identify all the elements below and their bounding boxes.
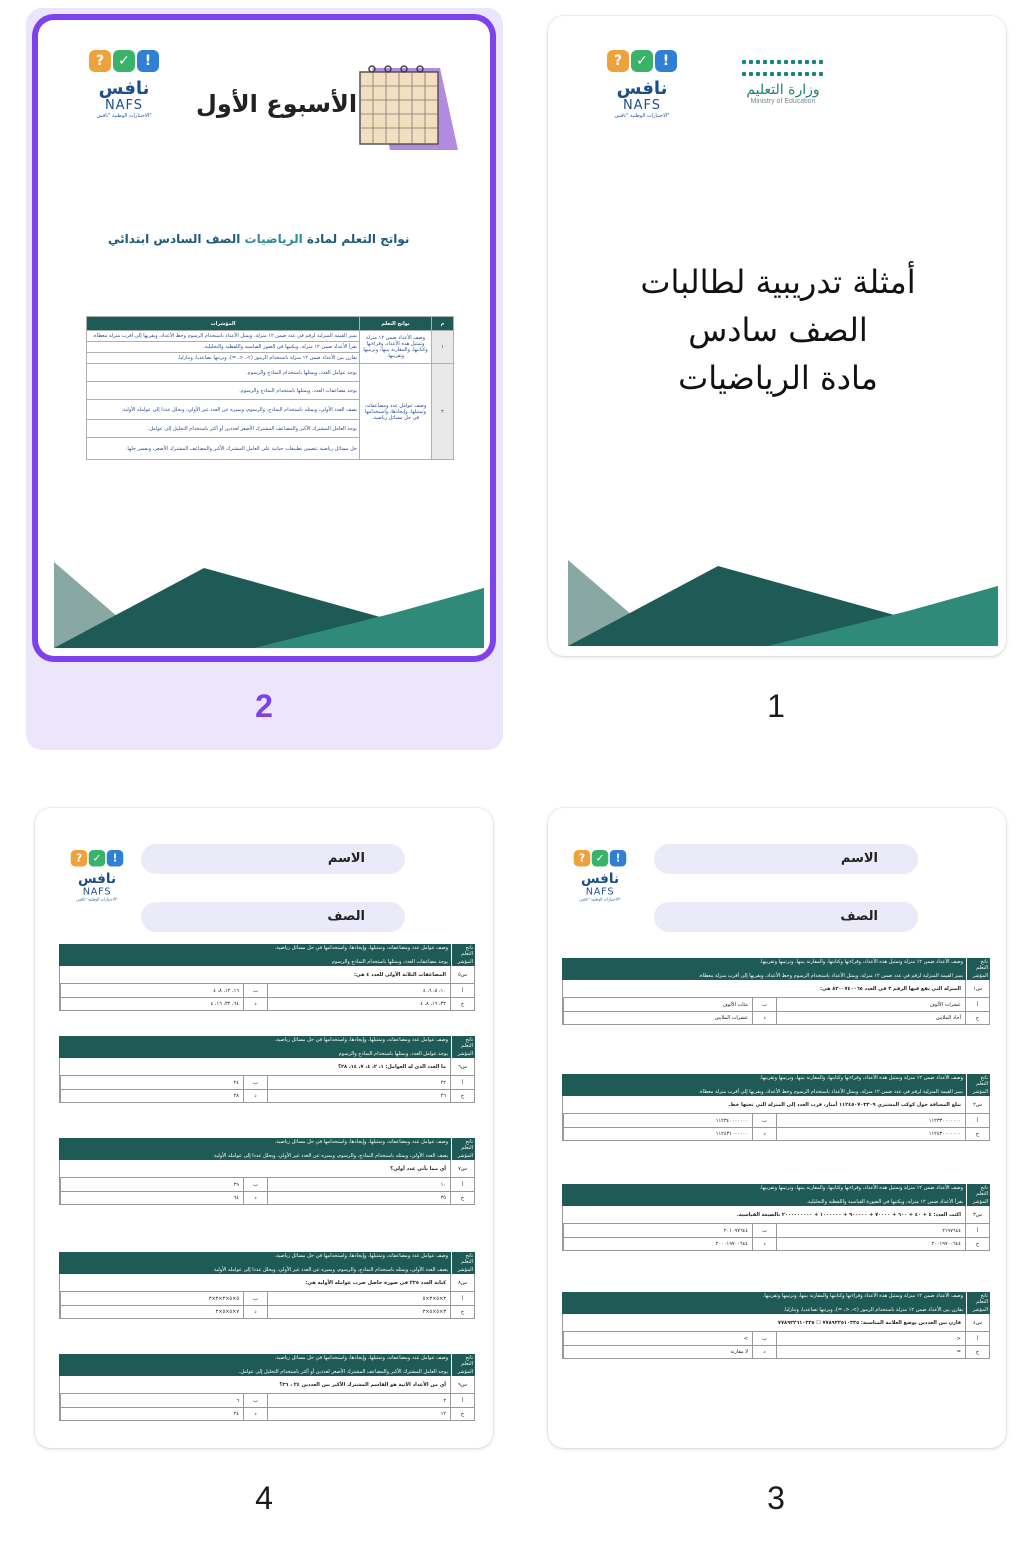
option-letter: د xyxy=(752,1345,776,1358)
question-block xyxy=(562,958,990,1025)
option-letter: ج xyxy=(450,1089,474,1102)
page-thumbnail-1[interactable] xyxy=(548,16,1006,656)
page-thumbnail-2[interactable] xyxy=(38,20,490,656)
question-block xyxy=(59,944,475,1011)
answer-options xyxy=(59,1076,475,1103)
answer-option[interactable]: ٢٩ xyxy=(60,1178,243,1191)
question-block xyxy=(59,1252,475,1319)
indicator-label: المؤشر xyxy=(966,1088,990,1096)
question-row xyxy=(562,1206,990,1224)
answer-option[interactable]: ٢٤ xyxy=(60,1076,243,1089)
answer-options xyxy=(59,1178,475,1205)
answer-option[interactable]: ٦٤ xyxy=(60,1191,243,1204)
answer-option[interactable]: ٣٢، ١٦، ٨، ٤ xyxy=(267,997,450,1010)
option-letter: ج xyxy=(965,1345,989,1358)
answer-option[interactable]: ٥×٥×٣×٣×٣ xyxy=(60,1292,243,1305)
question-indicator-row xyxy=(562,972,990,980)
option-letter: ب xyxy=(752,998,776,1011)
question-indicator-row xyxy=(562,1198,990,1206)
table-row: يوجد العامل المشترك الأكبر والمضاعف المشترك الأصغر لعددين أو أكثر باستخدام التحليل إلى عوامل. xyxy=(87,420,454,438)
question-text: أي من الأعداد الآتية هو القاسم المشترك الأكبر بين العددين ٢٤ ، ٣٦؟ xyxy=(279,1381,446,1388)
answer-option[interactable]: عشرات الألوف xyxy=(776,998,965,1011)
question-outcome-row xyxy=(59,1354,475,1368)
answer-options xyxy=(562,1114,990,1141)
indicator-label: المؤشر xyxy=(966,972,990,980)
option-letter: أ xyxy=(965,1224,989,1237)
indicator-text: يوجد مضاعفات العدد، ويمثلها باستخدام النماذج والرسوم xyxy=(331,959,448,965)
question-text: أي مما يأتي عدد أولي؟ xyxy=(390,1165,446,1172)
option-letter: أ xyxy=(450,1394,474,1407)
option-letter: ج xyxy=(450,997,474,1010)
answer-option[interactable]: ٢٨ xyxy=(60,1089,243,1102)
indicator-label: المؤشر xyxy=(451,1050,475,1058)
indicator-label: المؤشر xyxy=(451,1266,475,1274)
student-name-field[interactable]: الاسم xyxy=(654,844,918,874)
option-letter: ب xyxy=(243,1076,267,1089)
answer-option[interactable]: ٢٠٠٠١٩٧٠٠٦٤٤ xyxy=(563,1237,752,1250)
question-row xyxy=(59,966,475,984)
page-thumbnail-3[interactable] xyxy=(548,808,1006,1448)
indicator-label: المؤشر xyxy=(451,1368,475,1376)
question-row xyxy=(59,1160,475,1178)
question-indicator-row xyxy=(59,1050,475,1058)
option-letter: ب xyxy=(752,1114,776,1127)
option-letter: د xyxy=(752,1237,776,1250)
question-block xyxy=(59,1138,475,1205)
cover-title-line: الصف سادس xyxy=(688,311,868,349)
option-letter: د xyxy=(243,1191,267,1204)
option-letter: ب xyxy=(243,1394,267,1407)
answer-options xyxy=(562,1332,990,1359)
question-outcome-row xyxy=(59,1138,475,1152)
table-header: م xyxy=(432,317,454,331)
question-number: س٣ xyxy=(965,1206,989,1223)
answer-option[interactable]: ٢٦ xyxy=(267,1089,450,1102)
answer-option[interactable]: ٢٢ xyxy=(267,1076,450,1089)
answer-option[interactable]: = xyxy=(776,1345,965,1358)
option-letter: ج xyxy=(965,1127,989,1140)
answer-option[interactable]: ١٦، ١٢، ٨، ٤ xyxy=(60,984,243,997)
outcome-text: وصف الأعداد ضمن ١٢ منزلة وتمثيل هذه الأعداد، وقراءتها وكتابتها، والمقارنة بينها، وترتيبها وتقريبها. xyxy=(759,1075,963,1081)
option-letter: ب xyxy=(752,1224,776,1237)
question-indicator-row xyxy=(59,1368,475,1376)
question-indicator-row xyxy=(562,1088,990,1096)
question-block xyxy=(562,1074,990,1141)
indicator-text: يوجد عوامل العدد، ويمثلها باستخدام النماذج والرسوم xyxy=(338,1051,448,1057)
table-header: نواتج التعلم xyxy=(360,317,432,331)
question-outcome-row xyxy=(59,1036,475,1050)
question-outcome-row xyxy=(562,1184,990,1198)
indicator-text: يصف العدد الأولي، ويمثله باستخدام النماذج، والرسوم، ويميزه عن العدد غير الأولي، ويحلل عددا إلى عوامله الأولية xyxy=(214,1153,448,1159)
question-block xyxy=(562,1184,990,1251)
nafs-logo: ? ✓ ! نافس NAFS الاختبارات الوطنية "نافس" xyxy=(602,50,682,142)
question-text: ما العدد الذي له العوامل: ١، ٢، ٤، ٧، ١٤، ٢٨؟ xyxy=(338,1063,446,1070)
table-row: ٢ وصف عوامل عدد ومضاعفاته، وتمثيلها، وإيجادها، واستخدامها في حل مسائل رياضية. يوجد عوامل العدد، ويمثلها باستخدام النماذج والرسوم. xyxy=(87,364,454,382)
question-indicator-row xyxy=(59,1266,475,1274)
question-number: س٥ xyxy=(450,966,474,983)
indicator-text: يصف العدد الأولي، ويمثله باستخدام النماذج، والرسوم، ويميزه عن العدد غير الأولي، ويحلل عددا إلى عوامله الأولية xyxy=(214,1267,448,1273)
answer-option[interactable]: ٦٤، ٣٢، ١٦، ٤ xyxy=(60,997,243,1010)
indicator-text: يميز القيمة المنزلية لرقم في عدد ضمن ١٢ منزلة، ويمثل الأعداد باستخدام الرسوم وخط الأعداد، ويقربها إلى أقرب منزلة معطاة. xyxy=(698,973,963,979)
indicator-label: المؤشر xyxy=(451,958,475,966)
answer-option[interactable]: ١٢ xyxy=(267,1407,450,1420)
indicator-label: المؤشر xyxy=(966,1198,990,1206)
question-number: س٢ xyxy=(965,1096,989,1113)
option-letter: أ xyxy=(450,984,474,997)
outcome-text: وصف الأعداد ضمن ١٢ منزلة وتمثيل هذه الأعداد وقراءتها وكتابتها والمقارنة بينها، وترتيبها وتقريبها. xyxy=(762,1293,963,1299)
question-row xyxy=(59,1376,475,1394)
question-outcome-row xyxy=(59,944,475,958)
answer-option[interactable]: ٧×٥×٥×٣ xyxy=(60,1305,243,1318)
student-class-field[interactable]: الصف xyxy=(654,902,918,932)
answer-option[interactable]: ١٠، ٨، ٦، ٤ xyxy=(267,984,450,997)
question-text: اكتب العدد: ٤ + ٤٠ + ٦٠٠ + ٧٠٠٠٠ + ٩٠٠٠٠٠ + ١٠٠٠٠٠٠ + ٢٠٠٠٠٠٠٠٠٠ بالصيغة القياسية. xyxy=(736,1211,961,1218)
outcome-text: وصف الأعداد ضمن ١٢ منزلة وتمثيل هذه الأعداد، وقراءتها وكتابتها، والمقارنة بينها، وترتيبها وتقريبها. xyxy=(759,959,963,965)
outcome-text: وصف الأعداد ضمن ١٢ منزلة وتمثيل هذه الأعداد، وقراءتها وكتابتها، والمقارنة بينها، وترتيبها وتقريبها. xyxy=(759,1185,963,1191)
question-outcome-row xyxy=(562,1074,990,1088)
option-letter: د xyxy=(243,997,267,1010)
cover-title-line: مادة الرياضيات xyxy=(678,359,878,397)
page-number-1[interactable]: 1 xyxy=(767,688,785,724)
cover-title xyxy=(578,258,978,402)
outcome-label: ناتج التعلم xyxy=(451,1138,475,1152)
indicator-text: يميز القيمة المنزلية لرقم في عدد ضمن ١٢ منزلة، ويمثل الأعداد باستخدام الرسوم وخط الأعداد، ويقربها إلى أقرب منزلة معطاة. xyxy=(698,1089,963,1095)
option-letter: د xyxy=(243,1305,267,1318)
answer-option[interactable]: ٦ xyxy=(60,1394,243,1407)
question-text: المنزلة التي يقع فيها الرقم ٣ في العدد ٨٣٠٠٧٤٠٠٦٥ هي: xyxy=(820,985,961,992)
answer-option[interactable]: لا مقارنة xyxy=(563,1345,752,1358)
question-indicator-row xyxy=(59,958,475,966)
option-letter: أ xyxy=(965,1114,989,1127)
nafs-logo: ? ✓ ! نافس NAFS الاختبارات الوطنية "نافس" xyxy=(84,50,164,142)
question-text: كتابة العدد ٢٢٥ في صورة حاصل ضرب عوامله الأولية هي: xyxy=(305,1279,446,1286)
week-title: الأسبوع الأول xyxy=(196,90,358,118)
answer-option[interactable]: ٢٠٠١٩٧٠٠٦٤٤ xyxy=(776,1237,965,1250)
answer-option[interactable]: ٢ xyxy=(267,1394,450,1407)
answer-option[interactable]: ٣٥ xyxy=(267,1191,450,1204)
answer-option[interactable]: > xyxy=(563,1332,752,1345)
question-outcome-row xyxy=(562,958,990,972)
nafs-logo: ? ✓ ! نافس NAFS الاختبارات الوطنية "نافس" xyxy=(67,850,127,919)
question-indicator-row xyxy=(59,1152,475,1160)
question-number: س٦ xyxy=(450,1058,474,1075)
answer-option[interactable]: ١١٢٤٣١٠٠٠٠٠٠ xyxy=(563,1127,752,1140)
question-block xyxy=(562,1292,990,1359)
answer-option[interactable]: ١١٢٣٣٠٠٠٠٠٠٠ xyxy=(776,1114,965,1127)
question-number: س١ xyxy=(965,980,989,997)
question-block xyxy=(59,1354,475,1421)
question-row xyxy=(59,1274,475,1292)
option-letter: ج xyxy=(450,1305,474,1318)
option-letter: د xyxy=(752,1011,776,1024)
cover-wave-decoration xyxy=(54,558,484,648)
answer-option[interactable]: ٣×٥×٣×٥ xyxy=(267,1292,450,1305)
outcome-label: ناتج التعلم xyxy=(966,958,990,972)
outcome-text: وصف عوامل عدد ومضاعفاته، وتمثيلها، وإيجادها، واستخدامها في حل مسائل رياضية. xyxy=(274,1037,448,1043)
student-name-field[interactable]: الاسم xyxy=(141,844,405,874)
answer-options xyxy=(562,998,990,1025)
page-thumbnail-4[interactable] xyxy=(35,808,493,1448)
option-letter: د xyxy=(752,1127,776,1140)
question-number: س٤ xyxy=(965,1314,989,1331)
table-row: يوجد مضاعفات العدد، ويمثلها باستخدام النماذج والرسوم. xyxy=(87,382,454,400)
answer-option[interactable]: < xyxy=(776,1332,965,1345)
question-row xyxy=(562,1314,990,1332)
outcome-text: وصف عوامل عدد ومضاعفاته، وتمثيلها، وإيجادها، واستخدامها في حل مسائل رياضية. xyxy=(274,945,448,951)
option-letter: ب xyxy=(243,1292,267,1305)
student-class-field[interactable]: الصف xyxy=(141,902,405,932)
question-row xyxy=(59,1058,475,1076)
option-letter: ب xyxy=(752,1332,776,1345)
outcome-label: ناتج التعلم xyxy=(966,1184,990,1198)
option-letter: ج xyxy=(450,1407,474,1420)
answer-options xyxy=(59,1292,475,1319)
question-row xyxy=(562,980,990,998)
question-text: تبلغ المسافة حول كوكب المشتري ١١٢٤٥٠٧٠٣٣٠٩ أمتار، قرب العدد إلى المنزلة التي تحتها خط. xyxy=(728,1101,961,1108)
indicator-text: يقارن بين الأعداد ضمن ١٢ منزلة باستخدام الرموز (>، <، =)، ويرتبها تصاعديا، وتنازليا. xyxy=(783,1307,963,1313)
answer-option[interactable]: ٢٤ xyxy=(60,1407,243,1420)
option-letter: أ xyxy=(450,1292,474,1305)
answer-option[interactable]: ٢٠١٠٩٧٦٤٤ xyxy=(563,1224,752,1237)
question-outcome-row xyxy=(59,1252,475,1266)
learning-outcomes-title: نواتج التعلم لمادة الرياضيات الصف السادس ابتدائي xyxy=(108,232,410,246)
option-letter: أ xyxy=(450,1178,474,1191)
answer-option[interactable]: عشرات الملايين xyxy=(563,1011,752,1024)
option-letter: ج xyxy=(965,1237,989,1250)
outcome-label: ناتج التعلم xyxy=(451,1354,475,1368)
table-row: يصف العدد الأولي، ويمثله باستخدام النماذج، والرسوم، ويميزه عن العدد غير الأولي، ويحلل عددا إلى عوامله الأولية. xyxy=(87,400,454,420)
indicator-text: يوجد العامل المشترك الأكبر والمضاعف المشترك الأصغر لعددين أو أكثر باستخدام التحليل إلى عوامل. xyxy=(238,1369,448,1375)
learning-outcomes-table xyxy=(86,316,454,460)
indicator-text: يقرأ الأعداد ضمن ١٢ منزلة، ويكتبها في الصورة القياسية واللفظية والتحليلية. xyxy=(806,1199,963,1205)
page-number-4[interactable]: 4 xyxy=(255,1480,273,1516)
table-header: المؤشرات xyxy=(87,317,360,331)
answer-options xyxy=(59,984,475,1011)
answer-option[interactable]: آحاد الملايين xyxy=(776,1011,965,1024)
outcome-text: وصف عوامل عدد ومضاعفاته، وتمثيلها، وإيجادها، واستخدامها في حل مسائل رياضية. xyxy=(274,1355,448,1361)
page-number-2[interactable]: 2 xyxy=(255,688,273,724)
cover-wave-decoration xyxy=(568,556,998,646)
answer-options xyxy=(562,1224,990,1251)
answer-option[interactable]: ٢١٩٧٦٤٤ xyxy=(776,1224,965,1237)
outcome-label: ناتج التعلم xyxy=(451,1036,475,1050)
option-letter: ج xyxy=(965,1011,989,1024)
nafs-logo: ? ✓ ! نافس NAFS الاختبارات الوطنية "نافس" xyxy=(570,850,630,919)
option-letter: ج xyxy=(450,1191,474,1204)
answer-option[interactable]: ١١٢٣٤٠٠٠٠٠٠٠ xyxy=(563,1114,752,1127)
question-text: قارن بين العددين بوضع العلامة المناسبة: ٧٧٨٩٣٢٥١٠٣٣٥ ☐ ٧٧٨٩٣٢٦١٠٣٣٥ xyxy=(777,1319,961,1326)
outcome-text: وصف عوامل عدد ومضاعفاته، وتمثيلها، وإيجادها، واستخدامها في حل مسائل رياضية. xyxy=(274,1139,448,1145)
outcome-text: وصف عوامل عدد ومضاعفاته، وتمثيلها، وإيجادها، واستخدامها في حل مسائل رياضية. xyxy=(274,1253,448,1259)
outcome-label: ناتج التعلم xyxy=(966,1292,990,1306)
option-letter: د xyxy=(243,1407,267,1420)
indicator-label: المؤشر xyxy=(966,1306,990,1314)
table-row: ١ وصف الأعداد ضمن ١٢ منزلة وتمثيل هذه الأعداد، وقراءتها وكتابتها، والمقارنة بينها، وترتيبها وتقريبها. يميز القيمة المنزلية لرقم في عدد ضمن ١٢ منزلة، ويمثل الأعداد باستخدام الرسوم وخط الأعداد، ويقربها إلى أقرب منزلة معطاة. xyxy=(87,331,454,342)
cover-title-line: أمثلة تدريبية لطالبات xyxy=(640,263,916,301)
option-letter: أ xyxy=(965,998,989,1011)
table-row: يقرأ الأعداد ضمن ١٢ منزلة، ويكتبها في الصور القياسية واللفظية والتحليلية. xyxy=(87,342,454,353)
question-outcome-row xyxy=(562,1292,990,1306)
outcome-label: ناتج التعلم xyxy=(451,944,475,958)
question-indicator-row xyxy=(562,1306,990,1314)
question-text: المضاعفات الثلاثة الأولى للعدد ٤ هي: xyxy=(354,971,446,978)
question-row xyxy=(562,1096,990,1114)
answer-option[interactable]: ٣×٥×٥×٣ xyxy=(267,1305,450,1318)
option-letter: ب xyxy=(243,1178,267,1191)
table-row: حل مسائل رياضية تتضمن تطبيقات حياتية على العامل المشترك الأكبر والمضاعف المشترك الأصغر، ويفسر حلها. xyxy=(87,438,454,460)
page-number-3[interactable]: 3 xyxy=(767,1480,785,1516)
question-number: س٩ xyxy=(450,1376,474,1393)
question-number: س٧ xyxy=(450,1160,474,1177)
answer-option[interactable]: ١١٢٤٣٠٠٠٠٠٠٠ xyxy=(776,1127,965,1140)
moe-logo: وزارة التعليم Ministry of Education xyxy=(728,60,838,105)
option-letter: أ xyxy=(965,1332,989,1345)
question-block xyxy=(59,1036,475,1103)
option-letter: د xyxy=(243,1089,267,1102)
option-letter: ب xyxy=(243,984,267,997)
answer-option[interactable]: ١٠ xyxy=(267,1178,450,1191)
answer-options xyxy=(59,1394,475,1421)
outcome-label: ناتج التعلم xyxy=(451,1252,475,1266)
question-number: س٨ xyxy=(450,1274,474,1291)
indicator-label: المؤشر xyxy=(451,1152,475,1160)
table-row: يقارن بين الأعداد ضمن ١٢ منزلة باستخدام الرموز (>، <، =)، ويرتبها تصاعديا، وتنازليا. xyxy=(87,353,454,364)
calendar-icon xyxy=(352,60,462,160)
answer-option[interactable]: مئات الألوف xyxy=(563,998,752,1011)
option-letter: أ xyxy=(450,1076,474,1089)
outcome-label: ناتج التعلم xyxy=(966,1074,990,1088)
